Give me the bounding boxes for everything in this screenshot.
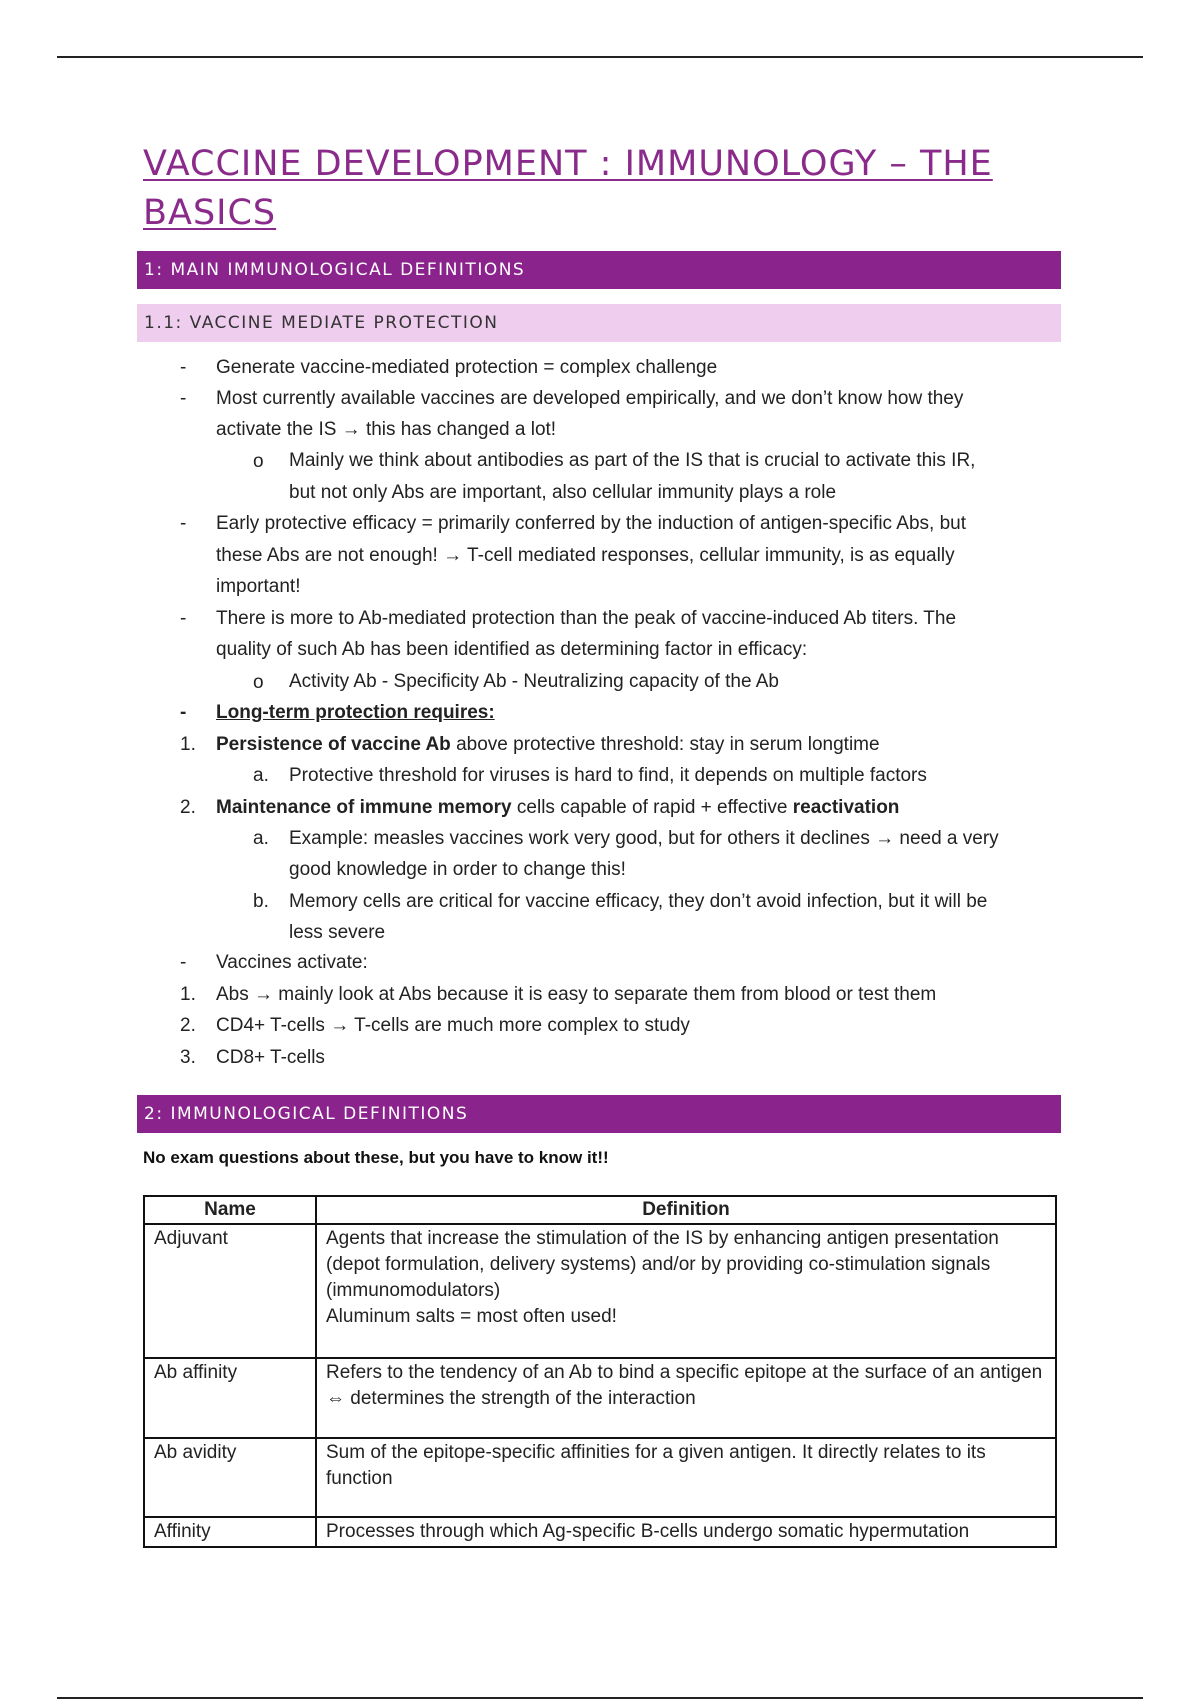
- number-marker: 2.: [180, 797, 196, 818]
- sub-numbered-item-cont: less severe: [289, 922, 386, 943]
- bullet-dash: -: [180, 608, 187, 629]
- list-item-heading: Long-term protection requires:: [216, 702, 495, 723]
- sub-numbered-item: Memory cells are critical for vaccine efficacy, they don’t avoid infection, but it will be: [289, 891, 988, 912]
- sub-list-item: Mainly we think about antibodies as part of the IS that is crucial to activate this IR,: [289, 450, 976, 471]
- letter-marker: b.: [253, 891, 269, 912]
- bullet-dash: -: [180, 952, 187, 973]
- page-title: VACCINE DEVELOPMENT : IMMUNOLOGY – THE BASICS: [143, 144, 993, 233]
- header-rule: [57, 56, 1143, 58]
- definition-text: Sum of the epitope-specific affinities for a given antigen. It directly relates to its function: [326, 1442, 986, 1489]
- table-header-row: [144, 1196, 1056, 1224]
- definition-text: Aluminum salts = most often used!: [326, 1306, 617, 1327]
- definition-cell: [316, 1517, 1056, 1547]
- section-1-heading: 1: MAIN IMMUNOLOGICAL DEFINITIONS: [137, 251, 1061, 289]
- sub-numbered-item: Protective threshold for viruses is hard to find, it depends on multiple factors: [289, 765, 927, 786]
- bullet-dash: -: [180, 388, 187, 409]
- numbered-item: CD8+ T-cells: [216, 1047, 325, 1068]
- number-marker: 3.: [180, 1047, 196, 1068]
- bold-term: Maintenance of immune memory: [216, 797, 512, 818]
- item-text: above protective threshold: stay in serum longtime: [450, 734, 880, 755]
- number-marker: 1.: [180, 734, 196, 755]
- section-1-1-subheading: 1.1: VACCINE MEDIATE PROTECTION: [137, 304, 1061, 342]
- sub-numbered-item-cont: good knowledge in order to change this!: [289, 859, 626, 880]
- letter-marker: a.: [253, 828, 269, 849]
- bullet-dash: -: [180, 357, 187, 378]
- definition-cell: [316, 1438, 1056, 1517]
- item-text: cells capable of rapid + effective: [511, 797, 793, 818]
- number-marker: 2.: [180, 1015, 196, 1036]
- term-cell: Ab affinity: [144, 1358, 316, 1438]
- definition-text: Processes through which Ag-specific B-cells undergo somatic hypermutation: [326, 1521, 970, 1542]
- bullet-dash: -: [180, 513, 187, 534]
- list-item-cont: these Abs are not enough! → T-cell mediated responses, cellular immunity, is as equally: [216, 545, 955, 566]
- list-item: Vaccines activate:: [216, 952, 368, 973]
- table-row: [144, 1358, 1056, 1438]
- definition-cell: [316, 1358, 1056, 1438]
- numbered-item: CD4+ T-cells → T-cells are much more complex to study: [216, 1015, 690, 1036]
- list-item: Most currently available vaccines are developed empirically, and we don’t know how they: [216, 388, 964, 409]
- term-cell: Adjuvant: [144, 1224, 316, 1358]
- sub-numbered-item: Example: measles vaccines work very good, but for others it declines → need a very: [289, 828, 999, 849]
- table-row: [144, 1517, 1056, 1547]
- definition-text: Refers to the tendency of an Ab to bind a specific epitope at the surface of an antigen ⇔ determines the strength of the interaction: [326, 1362, 1043, 1409]
- bold-term: reactivation: [792, 797, 900, 818]
- number-marker: 1.: [180, 984, 196, 1005]
- numbered-item: [216, 797, 899, 819]
- list-item-cont: quality of such Ab has been identified as determining factor in efficacy:: [216, 639, 808, 660]
- sub-list-item: Activity Ab - Specificity Ab - Neutralizing capacity of the Ab: [289, 671, 780, 692]
- definitions-table: [143, 1195, 1057, 1548]
- sub-list-item-cont: but not only Abs are important, also cellular immunity plays a role: [289, 482, 837, 503]
- section-2-heading: 2: IMMUNOLOGICAL DEFINITIONS: [137, 1095, 1061, 1133]
- bold-term: Persistence of vaccine Ab: [216, 734, 451, 755]
- column-header-definition: Definition: [316, 1196, 1056, 1224]
- exam-note: No exam questions about these, but you have to know it!!: [143, 1148, 609, 1167]
- table-row: [144, 1438, 1056, 1517]
- bullet-dash: -: [180, 702, 187, 723]
- footer-rule: [57, 1697, 1143, 1699]
- term-cell: Ab avidity: [144, 1438, 316, 1517]
- list-item: Generate vaccine-mediated protection = complex challenge: [216, 357, 718, 378]
- sub-bullet-circle: o: [253, 672, 264, 693]
- definition-cell: [316, 1224, 1056, 1358]
- table-row: [144, 1224, 1056, 1358]
- list-item-cont: activate the IS → this has changed a lot!: [216, 419, 557, 440]
- list-item: Early protective efficacy = primarily conferred by the induction of antigen-specific Abs, but: [216, 513, 966, 534]
- numbered-item: [216, 734, 880, 756]
- definition-text: Agents that increase the stimulation of the IS by enhancing antigen presentation (depot formulation, delivery systems) and/or by providing co-stimulation signals (immunomodulators): [326, 1228, 999, 1301]
- column-header-name: Name: [144, 1196, 316, 1224]
- numbered-item: Abs → mainly look at Abs because it is easy to separate them from blood or test them: [216, 984, 937, 1005]
- sub-bullet-circle: o: [253, 451, 264, 472]
- term-cell: Affinity: [144, 1517, 316, 1547]
- list-item: There is more to Ab-mediated protection than the peak of vaccine-induced Ab titers. The: [216, 608, 957, 629]
- list-item-cont: important!: [216, 576, 301, 597]
- letter-marker: a.: [253, 765, 269, 786]
